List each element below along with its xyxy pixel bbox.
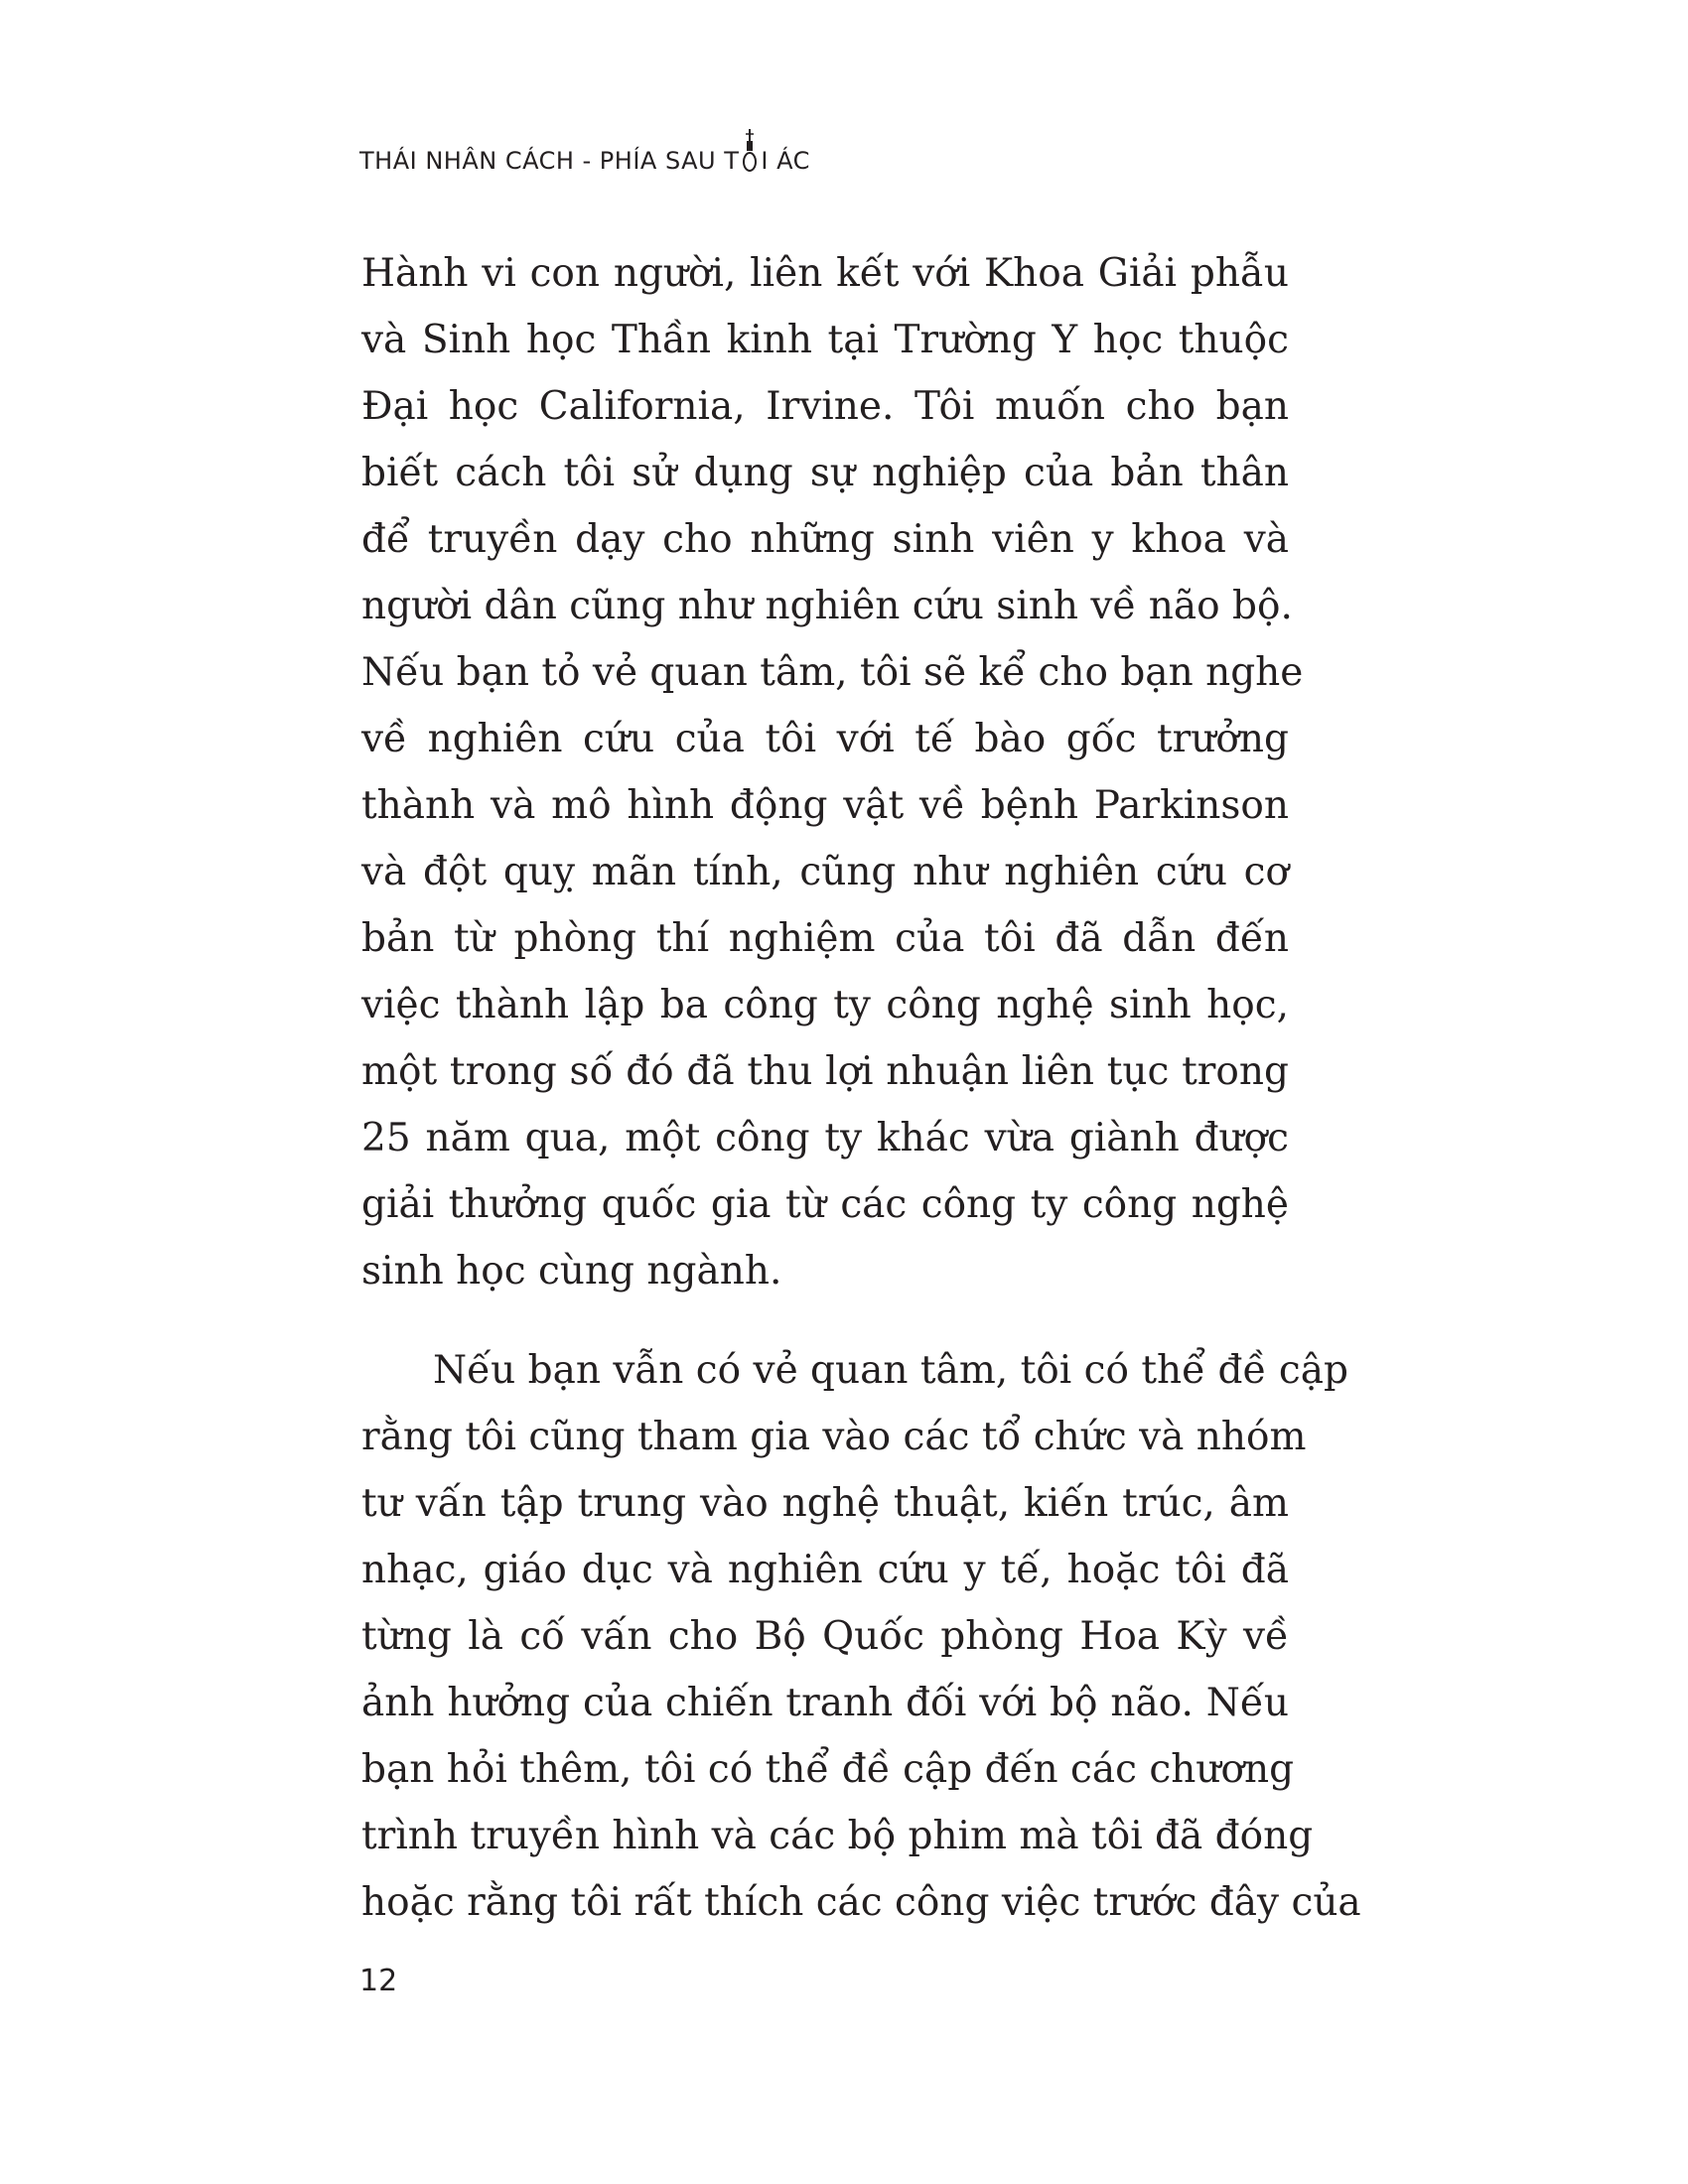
running-title-part2: I ÁC [761, 147, 810, 175]
paragraph [361, 240, 1304, 1304]
text-line: rằng tôi cũng tham gia vào các tổ chức và nhóm [361, 1415, 1307, 1459]
text-line: Đại học California, Irvine. Tôi muốn cho bạn [361, 384, 1289, 429]
text-line: Hành vi con người, liên kết với Khoa Giải phẫu [361, 251, 1289, 296]
text-line: thành và mô hình động vật về bệnh Parkinson [361, 783, 1289, 828]
text-line: trình truyền hình và các bộ phim mà tôi đã đóng [361, 1814, 1314, 1858]
text-line: Nếu bạn vẫn có vẻ quan tâm, tôi có thể đề cập [433, 1348, 1348, 1393]
noose-icon [740, 129, 760, 173]
text-line: để truyền dạy cho những sinh viên y khoa và [361, 517, 1289, 562]
running-title-part1: THÁI NHÂN CÁCH - PHÍA SAU T [359, 147, 740, 175]
text-line: về nghiên cứu của tôi với tế bào gốc trưởng [361, 717, 1289, 761]
text-line: tư vấn tập trung vào nghệ thuật, kiến trúc, âm [361, 1481, 1289, 1526]
text-line: giải thưởng quốc gia từ các công ty công nghệ [361, 1182, 1289, 1227]
text-line: ảnh hưởng của chiến tranh đối với bộ não. Nếu [361, 1681, 1289, 1725]
text-line: người dân cũng như nghiên cứu sinh về não bộ. [361, 584, 1293, 628]
text-line: và đột quỵ mãn tính, cũng như nghiên cứu cơ [361, 850, 1289, 894]
text-line: Nếu bạn tỏ vẻ quan tâm, tôi sẽ kể cho bạn nghe [361, 650, 1304, 695]
running-header [359, 129, 810, 175]
text-line: từng là cố vấn cho Bộ Quốc phòng Hoa Kỳ về [361, 1614, 1289, 1659]
text-line: biết cách tôi sử dụng sự nghiệp của bản thân [361, 451, 1289, 495]
paragraph [361, 1337, 1361, 1936]
text-line: sinh học cùng ngành. [361, 1249, 782, 1294]
text-line: bản từ phòng thí nghiệm của tôi đã dẫn đến [361, 916, 1289, 961]
text-line: một trong số đó đã thu lợi nhuận liên tục trong [361, 1049, 1289, 1094]
text-line: việc thành lập ba công ty công nghệ sinh học, [361, 983, 1289, 1027]
body-text [361, 240, 1361, 1969]
page-number: 12 [359, 1964, 398, 1998]
text-line: nhạc, giáo dục và nghiên cứu y tế, hoặc tôi đã [361, 1548, 1289, 1592]
text-line: và Sinh học Thần kinh tại Trường Y học thuộc [361, 318, 1289, 362]
text-line: bạn hỏi thêm, tôi có thể đề cập đến các chương [361, 1747, 1295, 1792]
text-line: hoặc rằng tôi rất thích các công việc trước đây của [361, 1880, 1361, 1925]
text-line: 25 năm qua, một công ty khác vừa giành được [361, 1116, 1289, 1160]
